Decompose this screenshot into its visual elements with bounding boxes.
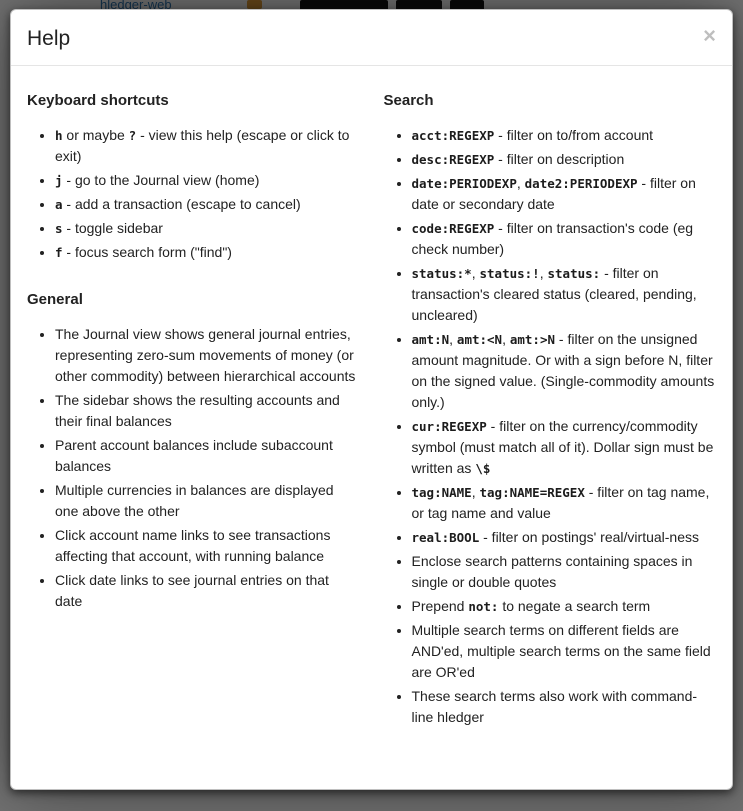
close-icon[interactable]: × bbox=[703, 23, 716, 48]
keyboard-shortcuts-heading: Keyboard shortcuts bbox=[27, 92, 169, 110]
code-token: tag:NAME=REGEX bbox=[479, 485, 585, 501]
code-token: tag:NAME bbox=[411, 485, 472, 501]
code-token: real:BOOL bbox=[411, 530, 480, 546]
help-left-column bbox=[27, 86, 372, 738]
code-token: s bbox=[55, 221, 63, 237]
code-token: amt:>N bbox=[509, 332, 556, 348]
list-item: • These search terms also work with command-line hledger bbox=[412, 686, 717, 728]
code-token: ? bbox=[128, 128, 137, 144]
code-token: h bbox=[55, 128, 63, 144]
list-item: • tag:NAME, tag:NAME=REGEX - filter on tag name, or tag name and value bbox=[412, 482, 717, 524]
list-item: • Click date links to see journal entries on that date bbox=[55, 570, 358, 612]
general-list bbox=[27, 324, 358, 612]
list-item: • amt:N, amt:<N, amt:>N - filter on the unsigned amount magnitude. Or with a sign before N, filter on the signed value. (Single-commodity amounts only.) bbox=[412, 329, 717, 413]
search-heading: Search bbox=[383, 92, 434, 110]
keyboard-shortcuts-list bbox=[27, 125, 358, 263]
code-token: not: bbox=[468, 599, 499, 615]
code-token: f bbox=[55, 245, 63, 261]
code-token: date2:PERIODEXP bbox=[524, 176, 638, 192]
general-heading: General bbox=[27, 291, 83, 309]
modal-header bbox=[11, 10, 732, 66]
list-item: • desc:REGEXP - filter on description bbox=[412, 149, 717, 170]
list-item: • The Journal view shows general journal entries, representing zero-sum movements of money (or other commodity) between hierarchical accounts bbox=[55, 324, 358, 387]
modal-title: Help bbox=[27, 27, 71, 50]
list-item: • Enclose search patterns containing spaces in single or double quotes bbox=[412, 551, 717, 593]
code-token: cur:REGEXP bbox=[411, 419, 487, 435]
list-item: • j - go to the Journal view (home) bbox=[55, 170, 358, 191]
list-item: • date:PERIODEXP, date2:PERIODEXP - filter on date or secondary date bbox=[412, 173, 717, 215]
list-item: • The sidebar shows the resulting accounts and their final balances bbox=[55, 390, 358, 432]
code-token: \$ bbox=[475, 461, 491, 477]
list-item: • code:REGEXP - filter on transaction's code (eg check number) bbox=[412, 218, 717, 260]
list-item: • Parent account balances include subaccount balances bbox=[55, 435, 358, 477]
list-item: • real:BOOL - filter on postings' real/virtual-ness bbox=[412, 527, 717, 548]
code-token: amt:<N bbox=[456, 332, 503, 348]
code-token: status:! bbox=[479, 266, 540, 282]
list-item: • Prepend not: to negate a search term bbox=[412, 596, 717, 617]
list-item: • status:*, status:!, status: - filter on transaction's cleared status (cleared, pending, uncleared) bbox=[412, 263, 717, 326]
code-token: date:PERIODEXP bbox=[411, 176, 517, 192]
code-token: amt:N bbox=[411, 332, 450, 348]
modal-body bbox=[11, 66, 732, 753]
help-modal bbox=[10, 9, 733, 790]
code-token: code:REGEXP bbox=[411, 221, 495, 237]
list-item: • acct:REGEXP - filter on to/from account bbox=[412, 125, 717, 146]
code-token: status:* bbox=[411, 266, 472, 282]
list-item: • Multiple search terms on different fields are AND'ed, multiple search terms on the same field are OR'ed bbox=[412, 620, 717, 683]
code-token: a bbox=[55, 197, 63, 213]
list-item: • f - focus search form ("find") bbox=[55, 242, 358, 263]
list-item: • h or maybe ? - view this help (escape or click to exit) bbox=[55, 125, 358, 167]
list-item: • cur:REGEXP - filter on the currency/commodity symbol (must match all of it). Dollar sign must be written as \$ bbox=[412, 416, 717, 479]
code-token: acct:REGEXP bbox=[411, 128, 495, 144]
code-token: j bbox=[55, 173, 63, 189]
list-item: • Multiple currencies in balances are displayed one above the other bbox=[55, 480, 358, 522]
list-item: • a - add a transaction (escape to cancel) bbox=[55, 194, 358, 215]
list-item: • Click account name links to see transactions affecting that account, with running balance bbox=[55, 525, 358, 567]
list-item: • s - toggle sidebar bbox=[55, 218, 358, 239]
code-token: desc:REGEXP bbox=[411, 152, 495, 168]
code-token: status: bbox=[547, 266, 601, 282]
search-list bbox=[384, 125, 717, 728]
help-right-column bbox=[372, 86, 717, 738]
